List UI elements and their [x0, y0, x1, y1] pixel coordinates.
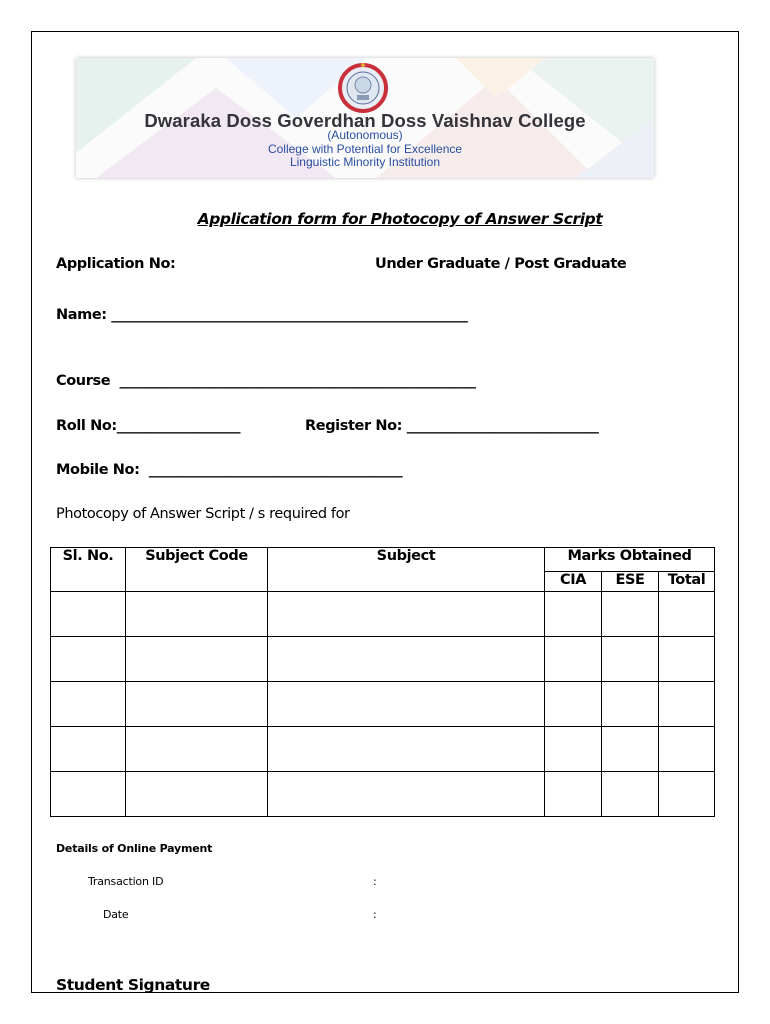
mobile-no-field[interactable]: Mobile No: _____________________________________: [56, 462, 403, 478]
application-no-label: Application No:: [56, 256, 176, 272]
college-name: Dwaraka Doss Goverdhan Doss Vaishnav College: [144, 110, 586, 131]
table-cell[interactable]: [659, 592, 715, 637]
table-cell[interactable]: [659, 727, 715, 772]
college-autonomous-label: (Autonomous): [327, 128, 403, 142]
roll-no-field[interactable]: Roll No:__________________: [56, 418, 241, 434]
payment-heading: Details of Online Payment: [56, 842, 213, 855]
table-cell[interactable]: [602, 727, 659, 772]
table-cell[interactable]: [126, 727, 268, 772]
name-field[interactable]: Name: ____________________________________________________: [56, 307, 468, 323]
table-cell[interactable]: [268, 682, 545, 727]
table-cell[interactable]: [545, 727, 602, 772]
college-minority-label: Linguistic Minority Institution: [289, 155, 441, 169]
date-colon: :: [373, 908, 377, 921]
table-cell[interactable]: [51, 772, 126, 817]
table-cell[interactable]: [602, 592, 659, 637]
table-cell[interactable]: [602, 772, 659, 817]
date-label: Date: [103, 908, 129, 921]
table-cell[interactable]: [659, 637, 715, 682]
table-cell[interactable]: [268, 637, 545, 682]
table-cell[interactable]: [51, 592, 126, 637]
total-header: Total: [659, 572, 715, 592]
table-cell[interactable]: [51, 682, 126, 727]
table-cell[interactable]: [268, 772, 545, 817]
student-signature-label: Student Signature: [56, 976, 210, 994]
table-cell[interactable]: [126, 772, 268, 817]
transaction-id-colon: :: [373, 875, 377, 888]
marks-obtained-header: Marks Obtained: [545, 548, 715, 572]
course-field[interactable]: Course ____________________________________________________: [56, 373, 476, 389]
required-for-label: Photocopy of Answer Script / s required for: [56, 506, 350, 522]
table-row: [51, 772, 715, 817]
cia-header: CIA: [545, 572, 602, 592]
register-no-field[interactable]: Register No: ____________________________: [305, 418, 599, 434]
table-cell[interactable]: [659, 772, 715, 817]
college-seal-icon: [330, 63, 396, 113]
form-title: Application form for Photocopy of Answer Script: [197, 210, 603, 228]
table-row: [51, 727, 715, 772]
table-cell[interactable]: [602, 682, 659, 727]
college-excellence-label: College with Potential for Excellence: [267, 142, 463, 156]
table-cell[interactable]: [659, 682, 715, 727]
table-row: [51, 592, 715, 637]
ese-header: ESE: [602, 572, 659, 592]
table-cell[interactable]: [126, 592, 268, 637]
table-row: [51, 682, 715, 727]
transaction-id-label: Transaction ID: [88, 875, 164, 888]
table-cell[interactable]: [545, 682, 602, 727]
table-cell[interactable]: [51, 637, 126, 682]
table-cell[interactable]: [126, 637, 268, 682]
table-cell[interactable]: [268, 727, 545, 772]
table-cell[interactable]: [545, 637, 602, 682]
subject-header: Subject: [268, 548, 545, 592]
table-cell[interactable]: [126, 682, 268, 727]
subject-code-header: Subject Code: [126, 548, 268, 592]
table-cell[interactable]: [602, 637, 659, 682]
table-cell[interactable]: [545, 772, 602, 817]
table-cell[interactable]: [545, 592, 602, 637]
table-cell[interactable]: [268, 592, 545, 637]
program-level-label: Under Graduate / Post Graduate: [375, 256, 627, 272]
table-row: [51, 637, 715, 682]
table-cell[interactable]: [51, 727, 126, 772]
answer-script-table: [50, 547, 715, 817]
sl-no-header: Sl. No.: [51, 548, 126, 592]
